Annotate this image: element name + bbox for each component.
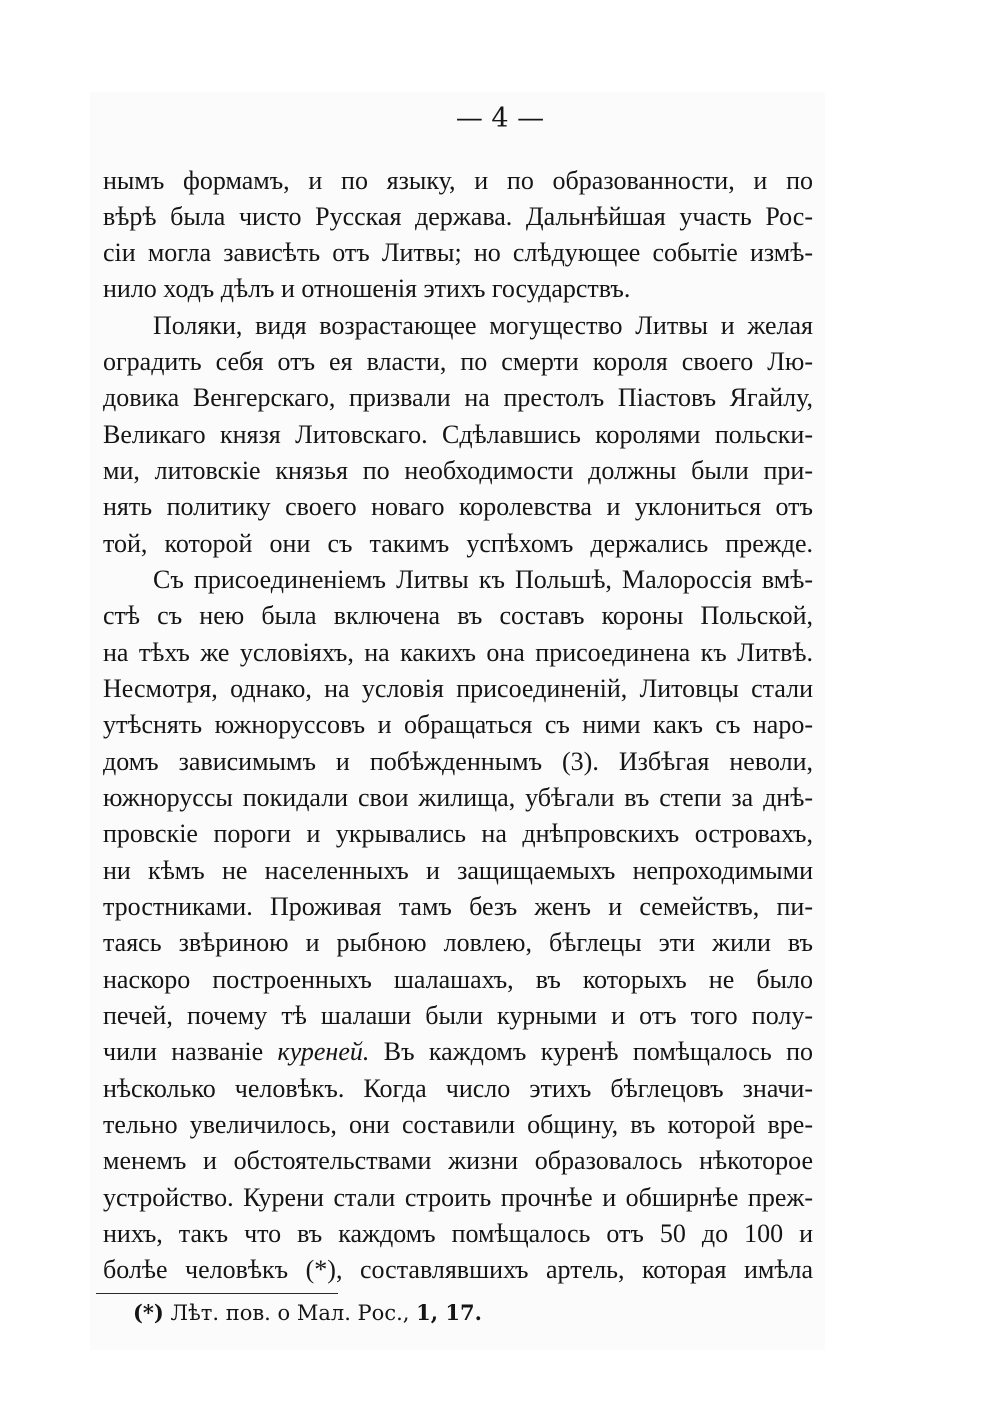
footnote-mark: (*) [133,1300,164,1325]
text-line [103,1071,813,1107]
text-segment: ѣсколько человѣкъ. Когда число этихъ бѣглецовъ значи- [116,1074,813,1103]
page-number-text: — 4 — [455,103,545,134]
text-line: сіи могла зависѣть отъ Литвы; но слѣдующее событіе измѣ- [103,238,813,267]
text-line: ми, литовскіе князья по необходимости должны были при- [103,456,813,485]
text-line: утѣснять южноруссовъ и обращаться съ ними какъ съ наро- [103,710,813,739]
text-line: нихъ, такъ что въ каждомъ помѣщалось отъ 50 до 100 и [103,1219,813,1248]
text-line: устройство. Курени стали строить прочнѣе и обширнѣе преж- [103,1183,813,1212]
text-line: Поляки, видя возрастающее могущество Литвы и желая [153,311,813,340]
text-line: печей, почему тѣ шалаши были курными и отъ того полу- [103,1001,813,1030]
text-line: южноруссы покидали свои жилища, убѣгали въ степи за днѣ- [103,783,813,812]
footnote-text: Лѣт. пов. о Мал. Рос., [170,1301,410,1325]
text-line: болѣе человѣкъ (*), составлявшихъ артель, которая имѣла [103,1255,813,1284]
text-line: тельно увеличилось, они составили общину, въ которой вре- [103,1110,813,1139]
text-line: на тѣхъ же условіяхъ, на какихъ она присоединена къ Литвѣ. [103,638,813,667]
text-segment: чили названіе [103,1037,264,1066]
text-line: нымъ формамъ, и по языку, и по образованности, и по [103,166,813,195]
text-line: нило ходъ дѣлъ и отношенія этихъ государствъ. [103,274,631,303]
text-line: менемъ и обстоятельствами жизни образовалось нѣкоторое [103,1146,813,1175]
text-line: Съ присоединеніемъ Литвы къ Польшѣ, Малороссія вмѣ- [153,565,813,594]
text-line: наскоро построенныхъ шалашахъ, въ которыхъ не было [103,965,813,994]
footnote [133,1298,482,1328]
text-line: довика Венгерскаго, призвали на престолъ Піастовъ Ягайлу, [103,383,813,412]
text-line: той, которой они съ такимъ успѣхомъ держались прежде. [103,529,813,558]
footnote-reference: 1, 17. [416,1300,482,1325]
text-segment: Въ каждомъ куренѣ помѣщалось по [383,1037,813,1066]
text-line: вѣрѣ была чисто Русская держава. Дальнѣйшая участь Рос- [103,202,813,231]
text-line-with-italic [103,1034,813,1070]
text-line: таясь звѣриною и рыбною ловлею, бѣглецы эти жили въ [103,928,813,957]
text-line: ни кѣмъ не населенныхъ и защищаемыхъ непроходимыми [103,856,813,885]
text-segment: н [103,1074,117,1103]
text-line: тростниками. Проживая тамъ безъ женъ и семействъ, пи- [103,892,813,921]
text-line: стѣ съ нею была включена въ составъ короны Польской, [103,601,813,630]
footnote-divider [96,1293,338,1294]
text-line: оградить себя отъ ея власти, по смерти короля своего Лю- [103,347,813,376]
text-line: Великаго князя Литовскаго. Сдѣлавшись королями польски- [103,420,813,449]
text-line: нять политику своего новаго королевства и уклониться отъ [103,492,813,521]
page-number [0,103,1000,134]
italic-term: куреней. [277,1037,370,1066]
text-line: Несмотря, однако, на условія присоединеній, Литовцы стали [103,674,813,703]
text-line: домъ зависимымъ и побѣжденнымъ (3). Избѣгая неволи, [103,747,813,776]
text-line: провскіе пороги и укрывались на днѣпровскихъ островахъ, [103,819,813,848]
